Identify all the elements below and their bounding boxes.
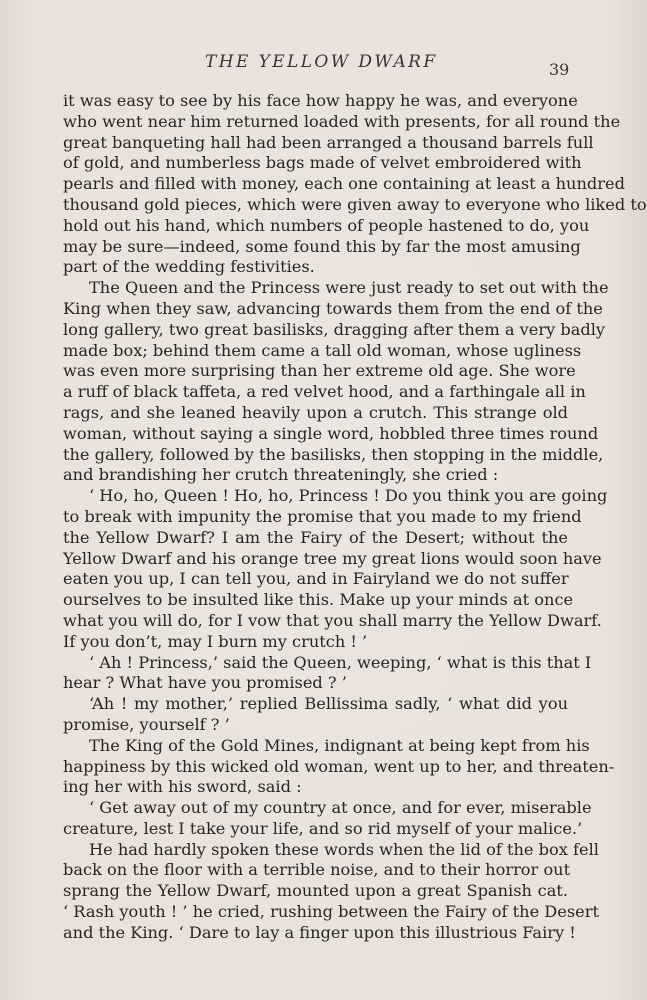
text-line: The King of the Gold Mines, indignant at being kept from his (89, 735, 590, 755)
text-line: and brandishing her crutch threateningly, she cried : (63, 465, 499, 485)
running-head: THE YELLOW DWARF (205, 52, 438, 72)
text-line: Yellow Dwarf and his orange tree my great lions would soon have (63, 548, 602, 568)
text-line: happiness by this wicked old woman, went up to her, and threaten- (63, 756, 615, 776)
text-line: great banqueting hall had been arranged a thousand barrels full (63, 132, 594, 152)
text-line: long gallery, two great basilisks, dragging after them a very badly (63, 319, 606, 339)
text-line: rags, and she leaned heavily upon a crutch. This strange old (63, 402, 568, 422)
text-line: to break with impunity the promise that you made to my friend (63, 506, 582, 526)
text-line: King when they saw, advancing towards them from the end of the (63, 298, 603, 318)
text-line: woman, without saying a single word, hobbled three times round (63, 423, 599, 443)
text-line: the Yellow Dwarf? I am the Fairy of the Desert; without the (63, 527, 568, 547)
text-line: part of the wedding festivities. (63, 257, 315, 277)
text-line: ‘ Ah ! Princess,’ said the Queen, weeping, ‘ what is this that I (89, 652, 592, 672)
text-line: ‘ Get away out of my country at once, and for ever, miserable (89, 798, 592, 818)
page-number: 39 (549, 60, 570, 79)
text-line: promise, yourself ? ’ (63, 714, 230, 734)
text-line: hear ? What have you promised ? ’ (63, 673, 347, 693)
text-line: back on the floor with a terrible noise, and to their horror out (63, 860, 571, 880)
text-line: made box; behind them came a tall old woman, whose ugliness (63, 340, 582, 360)
body-text (63, 91, 647, 944)
text-line: He had hardly spoken these words when the lid of the box fell (89, 839, 599, 859)
text-line: ‘ Ho, ho, Queen ! Ho, ho, Princess ! Do you think you are going (89, 486, 608, 506)
text-line: was even more surprising than her extreme old age. She wore (63, 361, 576, 381)
text-line: eaten you up, I can tell you, and in Fairyland we do not suffer (63, 569, 569, 589)
text-line: thousand gold pieces, which were given away to everyone who liked to (63, 194, 647, 214)
text-line: creature, lest I take your life, and so rid myself of your malice.’ (63, 818, 583, 838)
text-line: may be sure—indeed, some found this by far the most amusing (63, 236, 581, 256)
text-line: sprang the Yellow Dwarf, mounted upon a great Spanish cat. (63, 881, 568, 901)
text-line: it was easy to see by his face how happy he was, and everyone (63, 91, 578, 110)
text-line: a ruff of black taffeta, a red velvet hood, and a farthingale all in (63, 382, 586, 402)
text-line: who went near him returned loaded with presents, for all round the (63, 111, 621, 131)
text-line: ‘ Rash youth ! ’ he cried, rushing between the Fairy of the Desert (63, 902, 599, 922)
text-line: hold out his hand, which numbers of people hastened to do, you (63, 215, 590, 235)
text-line: pearls and filled with money, each one containing at least a hundred (63, 174, 625, 194)
text-line: ‘Ah ! my mother,’ replied Bellissima sadly, ‘ what did you (89, 694, 568, 714)
text-line: and the King. ‘ Dare to lay a finger upon this illustrious Fairy ! (63, 922, 576, 942)
text-line: If you don’t, may I burn my crutch ! ’ (63, 631, 368, 651)
text-line: the gallery, followed by the basilisks, then stopping in the middle, (63, 444, 604, 464)
text-line: what you will do, for I vow that you shall marry the Yellow Dwarf. (63, 610, 602, 630)
text-line: ourselves to be insulted like this. Make up your minds at once (63, 590, 574, 610)
text-line: ing her with his sword, said : (63, 777, 302, 797)
text-line: The Queen and the Princess were just ready to set out with the (89, 278, 609, 298)
text-line: of gold, and numberless bags made of velvet embroidered with (63, 153, 582, 173)
